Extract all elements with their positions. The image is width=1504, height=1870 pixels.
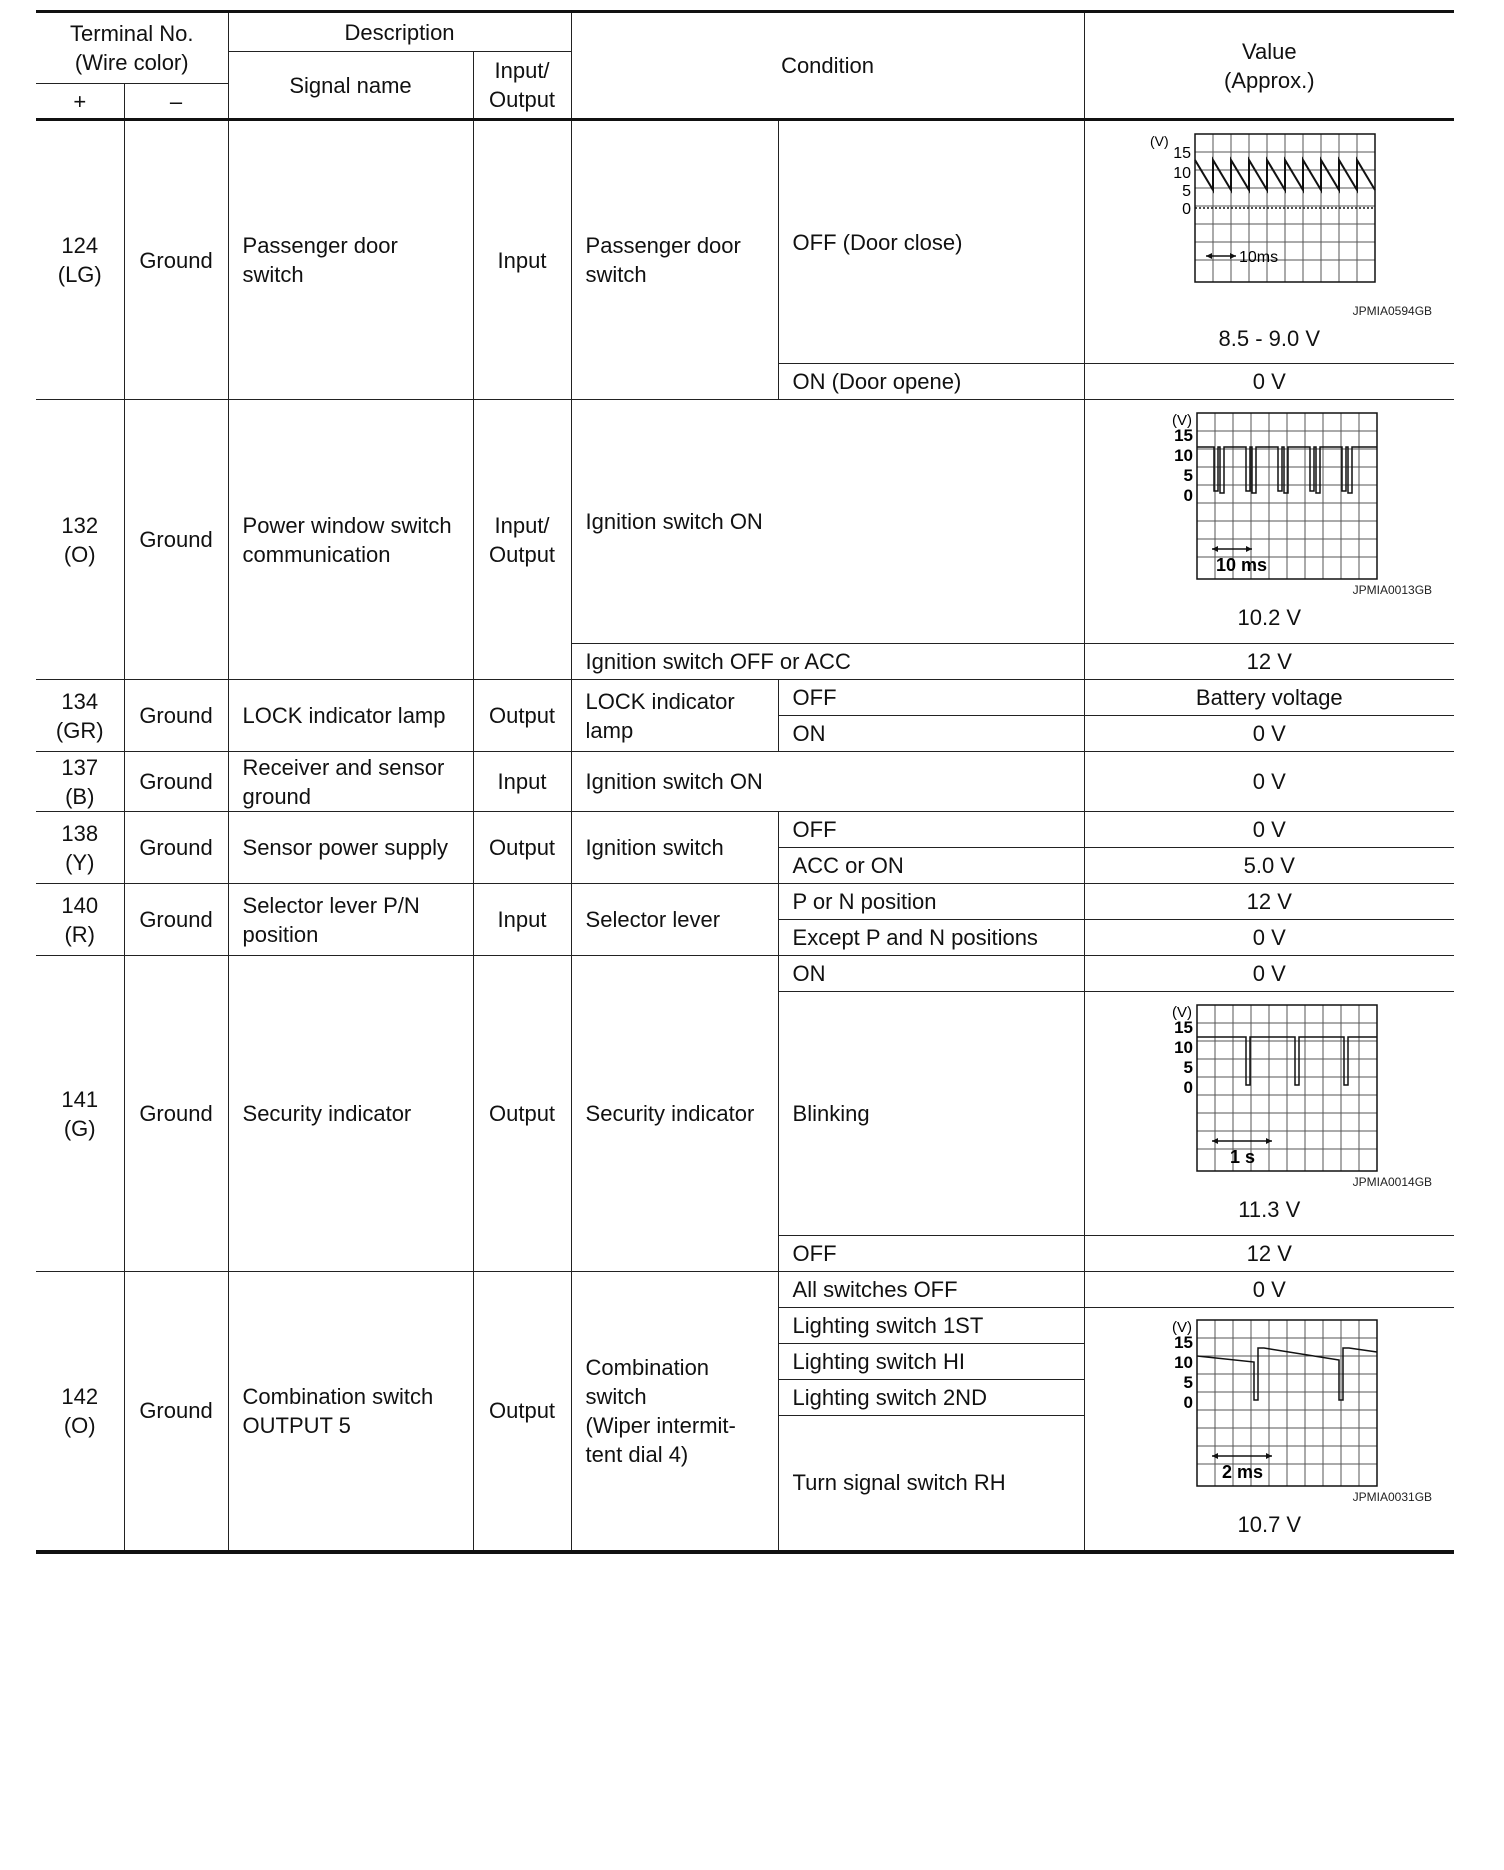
table-row — [36, 400, 1454, 644]
y-tick-label: 15 — [1174, 1333, 1194, 1353]
y-tick-label: 0 — [1183, 1078, 1194, 1097]
header-minus: – — [124, 84, 228, 120]
condition-state: OFF — [778, 680, 1084, 716]
signal-name: LOCK indicator lamp — [228, 680, 473, 752]
condition: Ignition switch OFF or ACC — [571, 644, 1084, 680]
voltage-value: 0 V — [1084, 1272, 1454, 1308]
waveform-oscilloscope — [1150, 132, 1384, 302]
voltage-value: 12 V — [1084, 644, 1454, 680]
y-tick-label: 15 — [1174, 426, 1194, 445]
y-tick-label: 0 — [1182, 200, 1192, 218]
y-tick-label: 10 — [1174, 1038, 1194, 1057]
figure-code: JPMIA0013GB — [1352, 583, 1433, 597]
volt-unit-label: (V) — [1172, 412, 1193, 429]
y-tick-label: 5 — [1183, 1058, 1194, 1077]
waveform-oscilloscope — [1154, 1318, 1384, 1488]
terminal-number: 137 (B) — [36, 752, 124, 812]
y-tick-label: 5 — [1182, 182, 1192, 200]
condition-state: OFF — [778, 1236, 1084, 1272]
voltage-value: 11.3 V — [1238, 1197, 1301, 1222]
io-type: Output — [473, 1272, 571, 1552]
volt-unit-label: (V) — [1172, 1319, 1193, 1337]
table-row — [36, 884, 1454, 920]
io-type: Input — [473, 120, 571, 400]
time-scale-label: 2 ms — [1222, 1462, 1264, 1483]
voltage-value: 10.7 V — [1237, 1512, 1302, 1538]
condition: Selector lever — [571, 884, 778, 956]
condition-state: ACC or ON — [778, 848, 1084, 884]
y-tick-label: 10 — [1174, 1353, 1194, 1373]
io-type: Output — [473, 812, 571, 884]
condition: LOCK indicator lamp — [571, 680, 778, 752]
voltage-value: 0 V — [1084, 956, 1454, 992]
signal-name: Receiver and sensor ground — [228, 752, 473, 812]
voltage-value: 8.5 - 9.0 V — [1218, 325, 1321, 351]
condition-state: Blinking — [778, 992, 1084, 1236]
header-terminal-no: Terminal No. (Wire color) — [36, 12, 228, 84]
voltage-value: 0 V — [1084, 752, 1454, 812]
terminal-number: 142 (O) — [36, 1272, 124, 1552]
y-tick-label: 10 — [1173, 164, 1192, 182]
time-scale-label: 1 s — [1230, 1147, 1256, 1167]
condition: Ignition switch ON — [571, 400, 1084, 644]
table-row — [36, 680, 1454, 716]
table-row — [36, 752, 1454, 812]
waveform-oscilloscope — [1154, 1003, 1384, 1173]
voltage-value: 5.0 V — [1084, 848, 1454, 884]
voltage-value: 12 V — [1084, 1236, 1454, 1272]
io-type: Input — [473, 752, 571, 812]
time-scale-label: 10ms — [1239, 248, 1279, 266]
condition-state: P or N position — [778, 884, 1084, 920]
terminal-number: 140 (R) — [36, 884, 124, 956]
condition-state: ON (Door opene) — [778, 364, 1084, 400]
table-row — [36, 956, 1454, 992]
io-type: Input/ Output — [473, 400, 571, 680]
header-input-output: Input/ Output — [473, 52, 571, 120]
condition-state: Lighting switch 2ND — [778, 1380, 1084, 1416]
table-row — [36, 812, 1454, 848]
ground-label: Ground — [124, 884, 228, 956]
condition: Passenger door switch — [571, 120, 778, 400]
condition: Ignition switch ON — [571, 752, 1084, 812]
terminal-number: 134 (GR) — [36, 680, 124, 752]
header-value: Value (Approx.) — [1084, 12, 1454, 120]
io-type: Output — [473, 680, 571, 752]
condition: Ignition switch — [571, 812, 778, 884]
condition-state: All switches OFF — [778, 1272, 1084, 1308]
ground-label: Ground — [124, 400, 228, 680]
figure-code: JPMIA0014GB — [1352, 1175, 1433, 1189]
condition-state: OFF — [778, 812, 1084, 848]
condition: Combination switch (Wiper intermit- tent dial 4) — [571, 1272, 778, 1552]
y-tick-label: 0 — [1183, 486, 1194, 505]
y-tick-label: 5 — [1183, 466, 1194, 485]
signal-name: Selector lever P/N position — [228, 884, 473, 956]
signal-name: Power window switch communication — [228, 400, 473, 680]
ground-label: Ground — [124, 956, 228, 1272]
ground-label: Ground — [124, 1272, 228, 1552]
waveform-oscilloscope — [1154, 411, 1384, 581]
header-condition: Condition — [571, 12, 1084, 120]
table-row — [36, 1272, 1454, 1308]
header-plus: + — [36, 84, 124, 120]
io-type: Input — [473, 884, 571, 956]
ground-label: Ground — [124, 120, 228, 400]
figure-code: JPMIA0031GB — [1352, 1490, 1433, 1505]
y-tick-label: 15 — [1173, 144, 1192, 162]
ground-label: Ground — [124, 812, 228, 884]
terminal-spec-table — [36, 10, 1454, 1554]
voltage-value: 12 V — [1084, 884, 1454, 920]
io-type: Output — [473, 956, 571, 1272]
condition-state: Except P and N positions — [778, 920, 1084, 956]
y-tick-label: 15 — [1174, 1018, 1194, 1037]
condition-state: Lighting switch 1ST — [778, 1308, 1084, 1344]
voltage-value: 10.2 V — [1237, 605, 1302, 630]
ground-label: Ground — [124, 752, 228, 812]
signal-name: Sensor power supply — [228, 812, 473, 884]
y-tick-label: 10 — [1174, 446, 1194, 465]
figure-code: JPMIA0594GB — [1352, 303, 1433, 318]
terminal-number: 141 (G) — [36, 956, 124, 1272]
header-signal-name: Signal name — [228, 52, 473, 120]
condition-state: ON — [778, 956, 1084, 992]
voltage-value: 0 V — [1084, 364, 1454, 400]
voltage-value: 0 V — [1084, 812, 1454, 848]
y-tick-label: 5 — [1183, 1373, 1194, 1393]
time-scale-label: 10 ms — [1216, 555, 1268, 575]
terminal-number: 132 (O) — [36, 400, 124, 680]
volt-unit-label: (V) — [1172, 1004, 1193, 1021]
value-cell — [1084, 992, 1454, 1236]
voltage-value: 0 V — [1084, 920, 1454, 956]
header-description: Description — [228, 12, 571, 52]
volt-unit-label: (V) — [1150, 132, 1169, 149]
signal-name: Combination switch OUTPUT 5 — [228, 1272, 473, 1552]
condition-state: Turn signal switch RH — [778, 1416, 1084, 1552]
ground-label: Ground — [124, 680, 228, 752]
voltage-value: 0 V — [1084, 716, 1454, 752]
signal-name: Passenger door switch — [228, 120, 473, 400]
condition-state: Lighting switch HI — [778, 1344, 1084, 1380]
terminal-number: 124 (LG) — [36, 120, 124, 400]
terminal-number: 138 (Y) — [36, 812, 124, 884]
value-cell — [1084, 120, 1454, 364]
voltage-value: Battery voltage — [1084, 680, 1454, 716]
value-cell — [1084, 1308, 1454, 1552]
condition-state: ON — [778, 716, 1084, 752]
table-row — [36, 120, 1454, 364]
condition-state: OFF (Door close) — [778, 120, 1084, 364]
value-cell — [1084, 400, 1454, 644]
condition: Security indicator — [571, 956, 778, 1272]
signal-name: Security indicator — [228, 956, 473, 1272]
y-tick-label: 0 — [1183, 1393, 1194, 1413]
